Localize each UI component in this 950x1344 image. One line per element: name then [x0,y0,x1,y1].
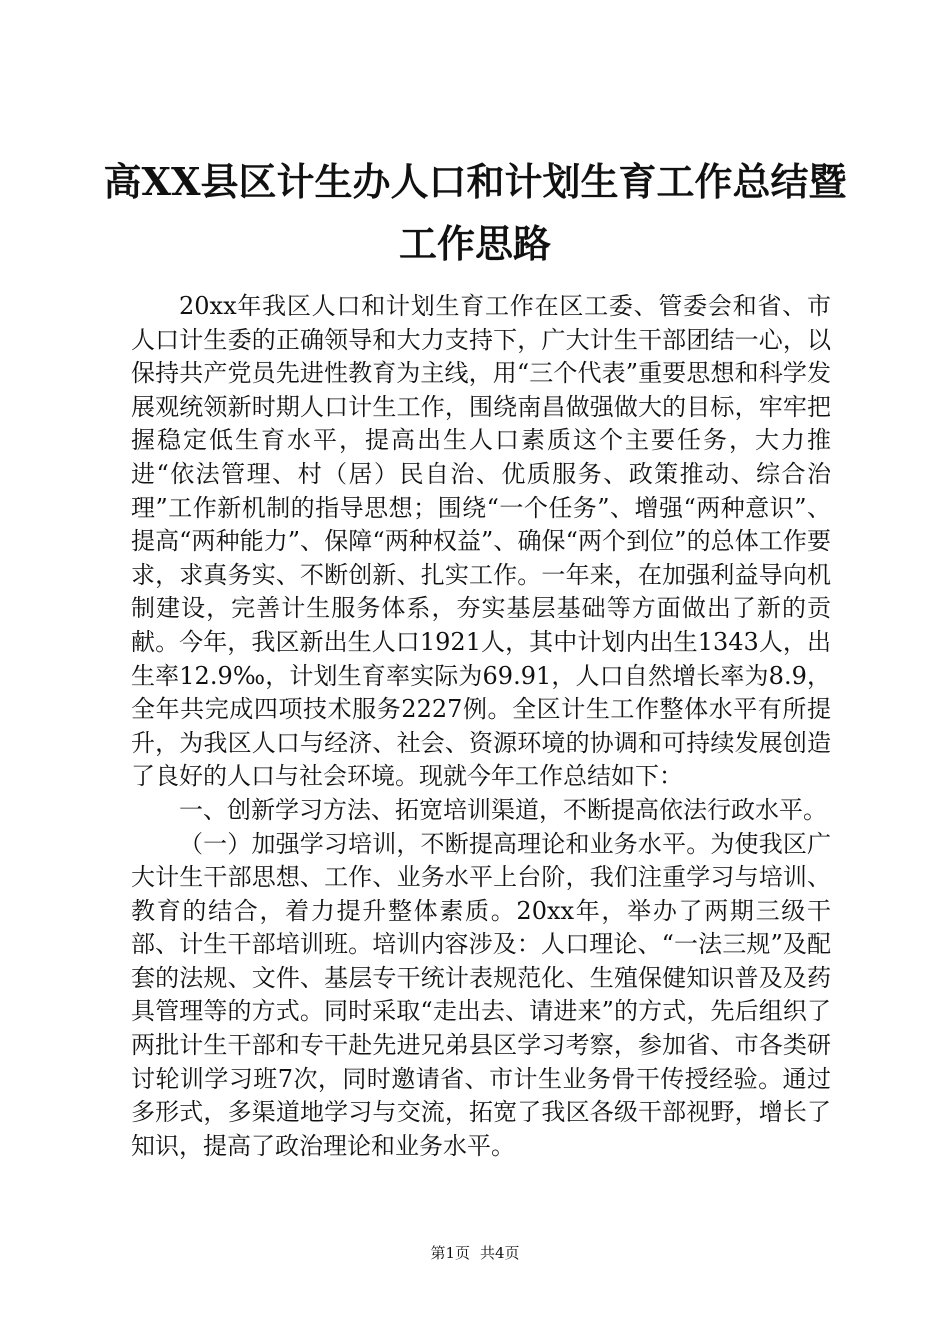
page-total: 共4页 [480,1244,520,1262]
paragraph-section-1-heading: 一、创新学习方法、拓宽培训渠道，不断提高依法行政水平。 [179,795,827,824]
document-title-line-2: 工作思路 [398,221,551,266]
paragraph-section-1-1: （一）加强学习培训，不断提高理论和业务水平。为使我区广大计生干部思想、工作、业务水平上台阶，我们注重学习与培训、教育的结合，着力提升整体素质。20xx年，举办了两期三级干部、计生干部培训班。培训内容涉及：人口理论、“一法三规”及配套的法规、文件、基层专干统计表规范化、生殖保健知识普及及药具管理等的方式。同时采取“走出去、请进来”的方式，先后组织了两批计生干部和专干赴先进兄弟县区学习考察，参加省、市各类研讨轮训学习班7次，同时邀请省、市计生业务骨干传授经验。通过多形式，多渠道地学习与交流，拓宽了我区各级干部视野，增长了知识，提高了政治理论和业务水平。 [131,829,831,1160]
paragraph-intro: 20xx年我区人口和计划生育工作在区工委、管委会和省、市人口计生委的正确领导和大力支持下，广大计生干部团结一心，以保持共产党员先进性教育为主线，用“三个代表”重要思想和科学发展观统领新时期人口计生工作，围绕南昌做强做大的目标，牢牢把握稳定低生育水平，提高出生人口素质这个主要任务，大力推进“依法管理、村（居）民自治、优质服务、政策推动、综合治理”工作新机制的指导思想；围绕“一个任务”、增强“两种意识”、提高“两种能力”、保障“两种权益”、确保“两个到位”的总体工作要求，求真务实、不断创新、扎实工作。一年来，在加强利益导向机制建设，完善计生服务体系，夯实基层基础等方面做出了新的贡献。今年，我区新出生人口1921人，其中计划内出生1343人，出生率12.9‰，计划生育率实际为69.91，人口自然增长率为8.9，全年共完成四项技术服务2227例。全区计生工作整体水平有所提升，为我区人口与经济、社会、资源环境的协调和可持续发展创造了良好的人口与社会环境。现就今年工作总结如下： [131,292,831,791]
document-title-line-1: 高XX县区计生办人口和计划生育工作总结暨 [103,159,847,204]
document-body [131,290,831,1163]
page-number: 第1页 [430,1244,470,1262]
page-footer [0,1243,950,1263]
